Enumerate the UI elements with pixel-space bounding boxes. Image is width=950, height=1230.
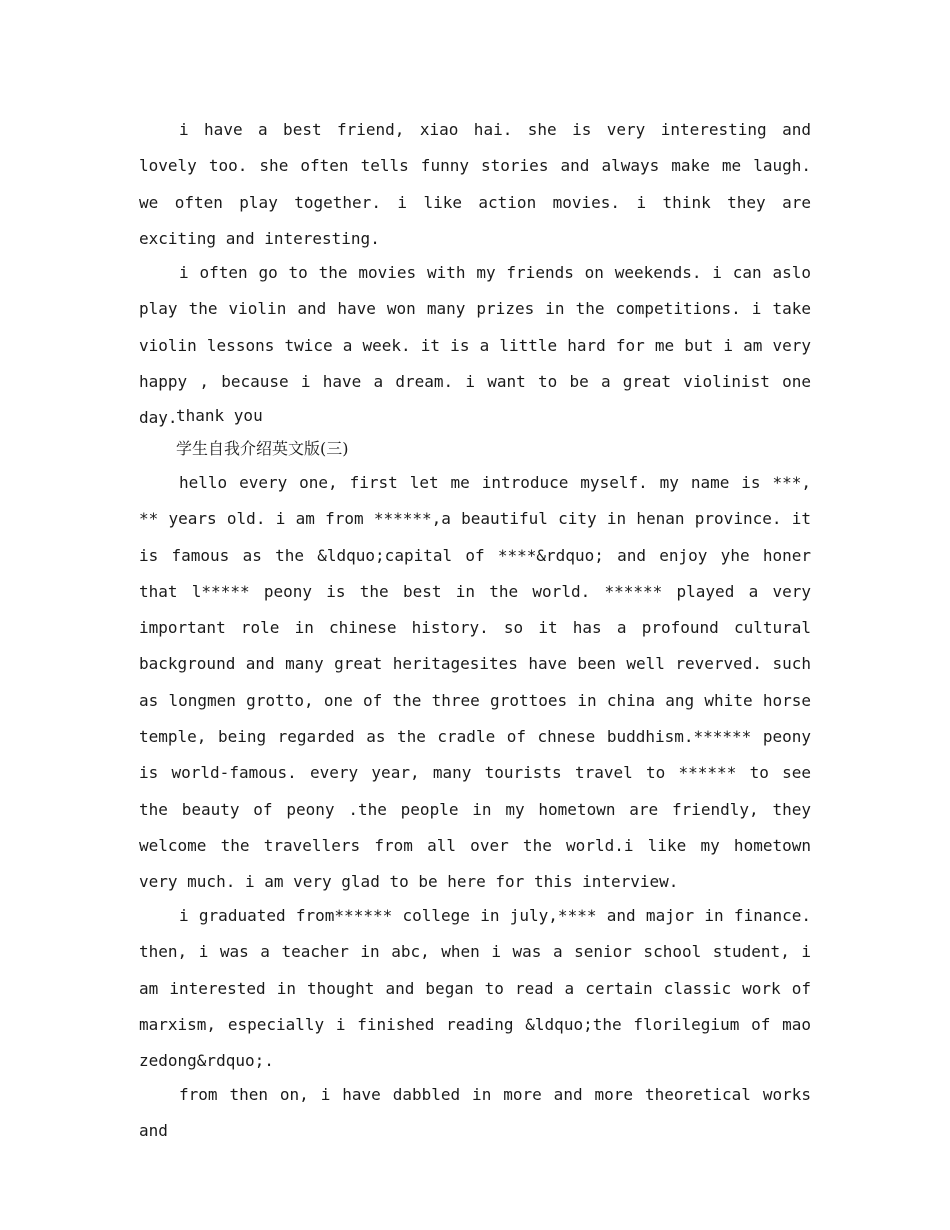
paragraph-text: i graduated from****** college in july,**** and major in finance. then, i was a teacher in abc, when i was a senior school student, i am interested in thought and began to read a certain classic work of marxism, especially i finished reading &ldquo;the florilegium of mao zedong&rdquo;.	[139, 906, 811, 1071]
paragraph-text: from then on, i have dabbled in more and more theoretical works and	[139, 1085, 811, 1141]
paragraph-text: i have a best friend, xiao hai. she is very interesting and lovely too. she often tells funny stories and always make me laugh. we often play together. i like action movies. i think they are exciting and interesting.	[139, 120, 811, 248]
section-heading	[139, 432, 811, 465]
paragraph-text: hello every one, first let me introduce myself. my name is ***, ** years old. i am from ******,a beautiful city in henan province. it is famous as the &ldquo;capital of ****&rdquo; and enjoy yhe honer that l***** peony is the best in the world. ****** played a very important role in chinese history. so it has a profound cultural background and many great heritagesites have been well reverved. such as longmen grotto, one of the three grottoes in china ang white horse temple, being regarded as the cradle of chnese buddhism.****** peony is world-famous. every year, many tourists travel to ****** to see the beauty of peony .the people in my hometown are friendly, they welcome the travellers from all over the world.i like my hometown very much. i am very glad to be here for this interview.	[139, 473, 811, 892]
paragraph-graduation	[139, 898, 811, 1079]
paragraph-best-friend	[139, 112, 811, 257]
paragraph-introduction-hometown	[139, 465, 811, 901]
section-heading-text: 学生自我介绍英文版(三)	[176, 439, 349, 458]
paragraph-text: i often go to the movies with my friends on weekends. i can aslo play the violin and have won many prizes in the competitions. i take violin lessons twice a week. it is a little hard for me but i am very happy , because i have a dream. i want to be a great violinist one day.	[139, 263, 811, 428]
thank-you-text: thank you	[176, 406, 263, 425]
paragraph-theoretical-works	[139, 1077, 811, 1150]
thank-you-line	[139, 399, 811, 432]
